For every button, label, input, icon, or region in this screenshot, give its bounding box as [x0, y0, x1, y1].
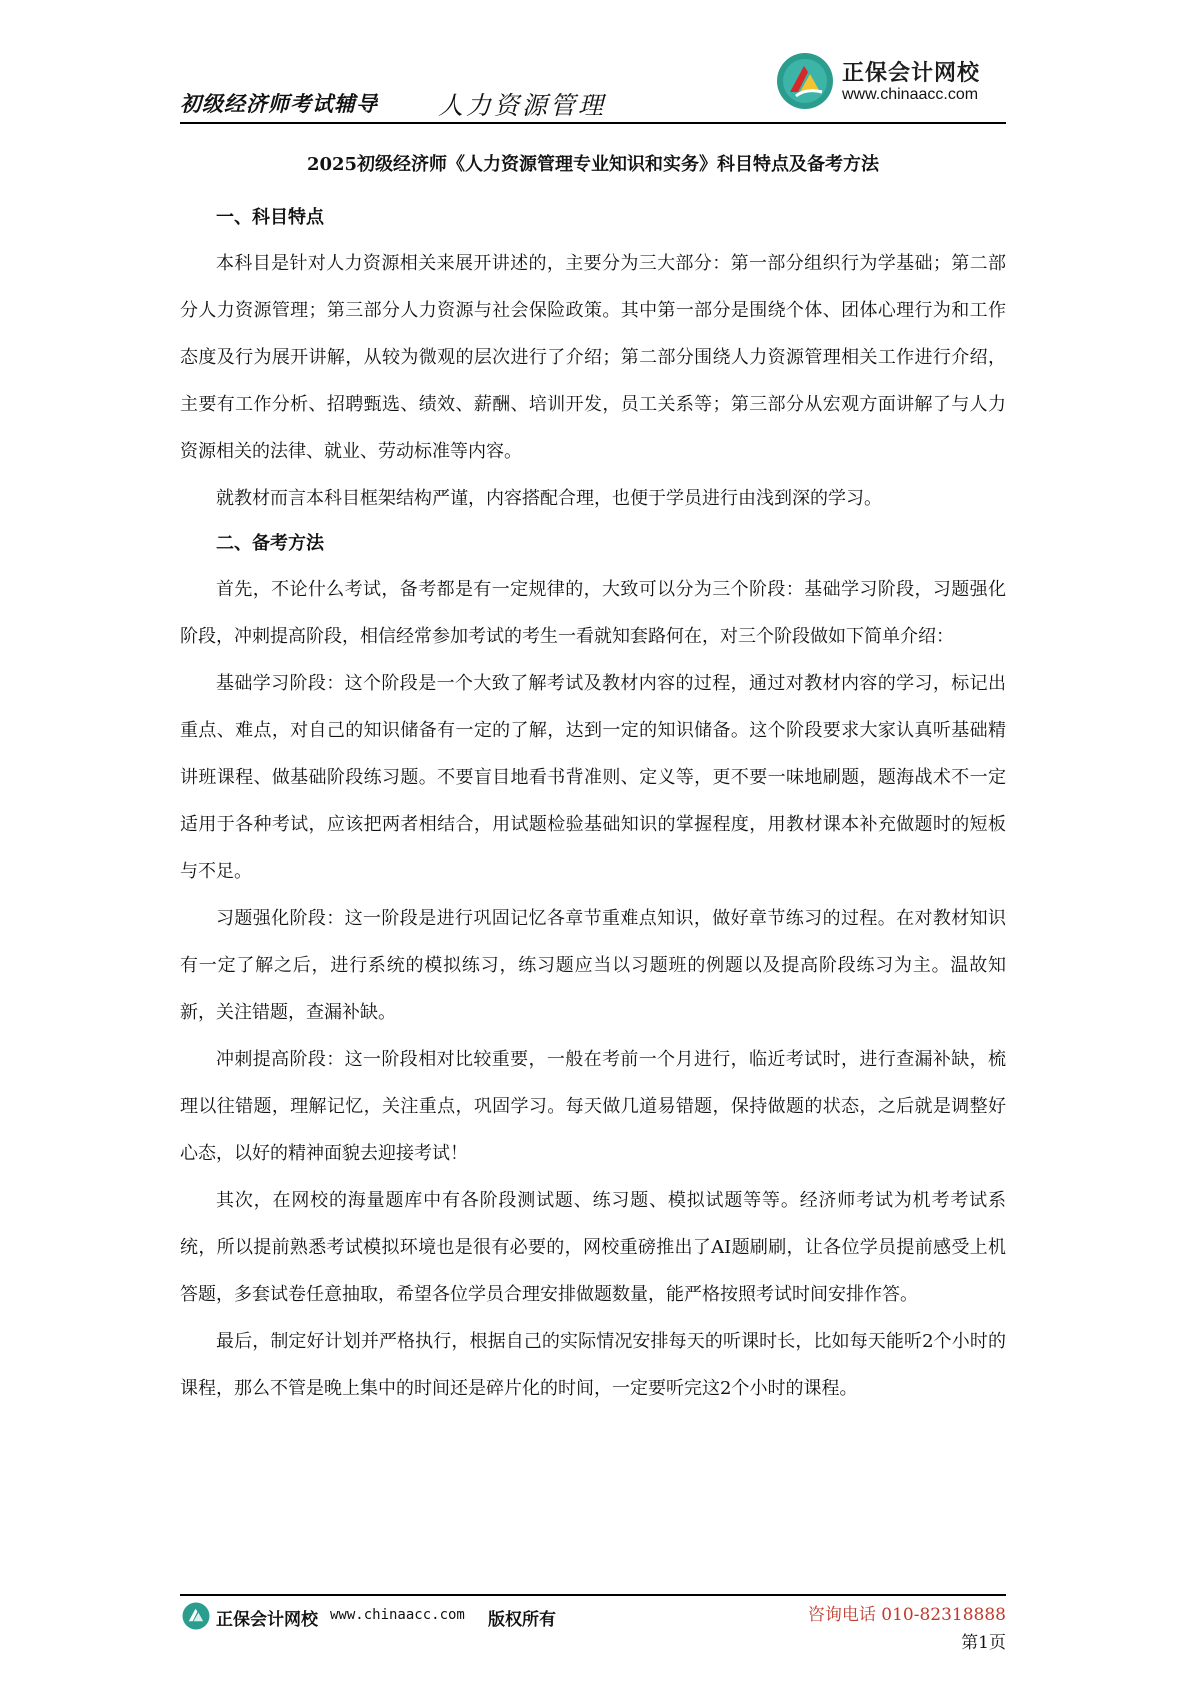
logo-url[interactable]: www.chinaacc.com — [842, 86, 979, 103]
page-footer — [180, 1594, 1006, 1664]
paragraph: 本科目是针对人力资源相关来展开讲述的，主要分为三大部分：第一部分组织行为学基础；第二部分人力资源管理；第三部分人力资源与社会保险政策。其中第一部分是围绕个体、团体心理行为和工作态度及行为展开讲解，从较为微观的层次进行了介绍；第二部分围绕人力资源管理相关工作进行介绍，主要有工作分析、招聘甄选、绩效、薪酬、培训开发，员工关系等；第三部分从宏观方面讲解了与人力资源相关的法律、就业、劳动标准等内容。 — [180, 253, 1006, 462]
paragraph: 冲刺提高阶段：这一阶段相对比较重要，一般在考前一个月进行，临近考试时，进行查漏补缺，梳理以往错题，理解记忆，关注重点，巩固学习。每天做几道易错题，保持做题的状态，之后就是调整好心态，以好的精神面貌去迎接考试！ — [180, 1049, 1006, 1164]
section-heading-features: 一、科目特点 — [216, 207, 324, 228]
paragraph: 基础学习阶段：这个阶段是一个大致了解考试及教材内容的过程，通过对教材内容的学习，标记出重点、难点，对自己的知识储备有一定的了解，达到一定的知识储备。这个阶段要求大家认真听基础精讲班课程、做基础阶段练习题。不要盲目地看书背准则、定义等，更不要一味地刷题，题海战术不一定适用于各种考试，应该把两者相结合，用试题检验基础知识的掌握程度，用教材课本补充做题时的短板与不足。 — [180, 673, 1006, 882]
footer-copyright: 版权所有 — [488, 1610, 556, 1630]
paragraph: 就教材而言本科目框架结构严谨，内容搭配合理，也便于学员进行由浅到深的学习。 — [216, 488, 882, 509]
footer-phone: 咨询电话 010-82318888 — [807, 1605, 1006, 1625]
footer-url[interactable]: www.chinaacc.com — [330, 1607, 465, 1623]
page-number: 第1页 — [961, 1633, 1006, 1653]
paragraph: 最后，制定好计划并严格执行，根据自己的实际情况安排每天的听课时长，比如每天能听2个小时的课程，那么不管是晚上集中的时间还是碎片化的时间，一定要听完这2个小时的课程。 — [180, 1331, 1006, 1399]
paragraph: 习题强化阶段：这一阶段是进行巩固记忆各章节重难点知识，做好章节练习的过程。在对教材知识有一定了解之后，进行系统的模拟练习，练习题应当以习题班的例题以及提高阶段练习为主。温故知新，关注错题，查漏补缺。 — [180, 908, 1006, 1023]
page-header — [180, 40, 1006, 124]
header-subject: 人力资源管理 — [438, 91, 607, 120]
chinaacc-logo-icon — [776, 52, 834, 110]
section-heading-methods: 二、备考方法 — [216, 533, 324, 554]
footer-divider — [180, 1594, 1006, 1596]
paragraph: 首先，不论什么考试，备考都是有一定规律的，大致可以分为三个阶段：基础学习阶段，习题强化阶段，冲刺提高阶段，相信经常参加考试的考生一看就知套路何在，对三个阶段做如下简单介绍： — [180, 579, 1006, 647]
footer-brand: 正保会计网校 — [216, 1610, 318, 1630]
paragraph: 其次，在网校的海量题库中有各阶段测试题、练习题、模拟试题等等。经济师考试为机考考试系统，所以提前熟悉考试模拟环境也是很有必要的，网校重磅推出了AI题刷刷，让各位学员提前感受上机答题，多套试卷任意抽取，希望各位学员合理安排做题数量，能严格按照考试时间安排作答。 — [180, 1190, 1006, 1305]
header-logo[interactable] — [776, 52, 996, 112]
chinaacc-logo-icon — [182, 1602, 210, 1630]
document-body — [180, 152, 1006, 1412]
header-exam-title: 初级经济师考试辅导 — [180, 91, 378, 116]
logo-brand-name: 正保会计网校 — [842, 61, 981, 86]
header-divider — [180, 122, 1006, 124]
document-title: 2025初级经济师《人力资源管理专业知识和实务》科目特点及备考方法 — [306, 154, 880, 175]
